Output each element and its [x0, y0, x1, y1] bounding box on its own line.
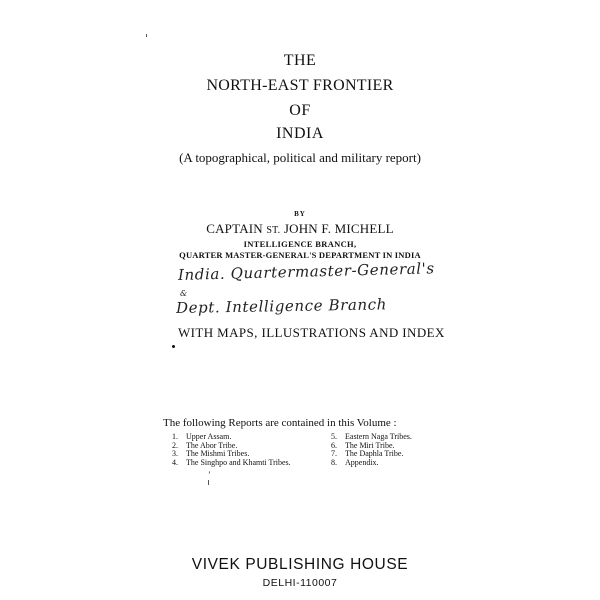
reports-list-right [331, 433, 412, 467]
report-item: 4. The Singhpo and Khamti Tribes. [172, 457, 291, 467]
scan-speck [208, 480, 209, 485]
ink-tick-mark: ʼ [208, 470, 211, 479]
title-line-the: THE [283, 52, 317, 69]
scan-speck [146, 34, 147, 37]
author-department: QUARTER MASTER-GENERAL'S DEPARTMENT IN INDIA [179, 250, 421, 260]
handwritten-note-line-1: India. Quartermaster-General's [177, 259, 435, 284]
report-item: 5. Eastern Naga Tribes. [331, 432, 412, 441]
report-item: 8. Appendix. [331, 457, 379, 467]
handwritten-ampersand-mark: & [180, 289, 188, 298]
report-item: 7. The Daphla Tribe. [331, 449, 404, 459]
author-name [0, 221, 600, 237]
title-line-india: INDIA [276, 125, 324, 142]
author-prefix: CAPTAIN [206, 221, 267, 236]
extras-line: WITH MAPS, ILLUSTRATIONS AND INDEX [178, 325, 445, 340]
author-surname: JOHN F. MICHELL [280, 221, 394, 236]
report-item: 2. The Abor Tribe. [172, 440, 238, 450]
title-line-main: NORTH-EAST FRONTIER [206, 77, 394, 94]
report-item: 6. The Miri Tribe. [331, 440, 395, 450]
author-small-caps: ST. [266, 225, 281, 236]
subtitle: (A topographical, political and military report) [179, 150, 421, 165]
report-item: 3. The Mishmi Tribes. [172, 449, 250, 459]
bullet-dot [172, 345, 175, 348]
by-label: BY [294, 210, 306, 218]
handwritten-note-line-2: Dept. Intelligence Branch [175, 295, 388, 317]
reports-list-left [172, 433, 291, 467]
publisher-name: VIVEK PUBLISHING HOUSE [191, 556, 409, 573]
author-branch: INTELLIGENCE BRANCH, [243, 239, 357, 249]
title-line-of: OF [289, 102, 311, 119]
reports-intro: The following Reports are contained in this Volume : [163, 417, 397, 429]
report-item: 1. Upper Assam. [172, 432, 232, 441]
publisher-city: DELHI-110007 [262, 577, 338, 589]
